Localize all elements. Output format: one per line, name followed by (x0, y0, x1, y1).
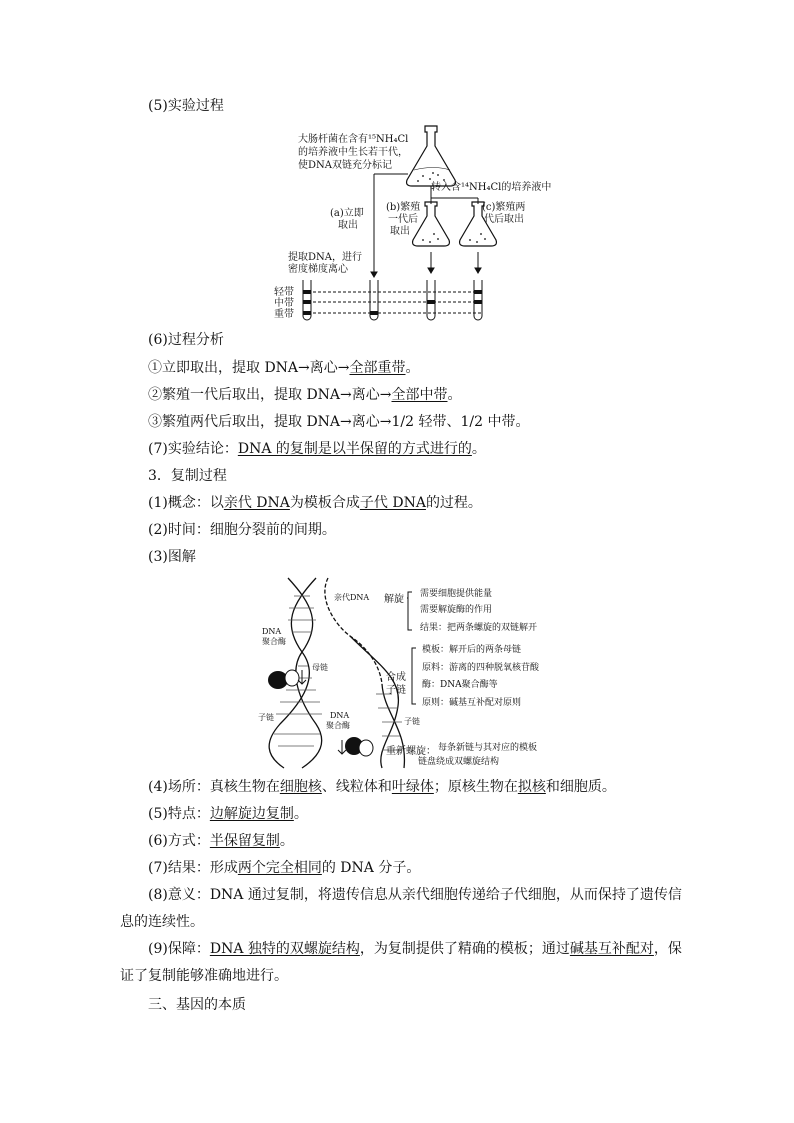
extract-2: 密度梯度离心 (288, 264, 348, 275)
label-b-2: 一代后 (388, 214, 418, 225)
synth-item-4: 原则：碱基互补配对原则 (422, 698, 522, 708)
label-c-1: (c)繁殖两 (482, 202, 526, 213)
band-heavy: 重带 (274, 309, 294, 320)
section-6-title: (6)过程分析 (148, 332, 224, 348)
conclusion: (7)实验结论：DNA 的复制是以半保留的方式进行的。 (148, 441, 486, 457)
synth-item-2: 原料：游离的四种脱氧核苷酸 (422, 663, 540, 673)
synth-label-2: 子链 (386, 685, 406, 696)
time-line: (2)时间：细胞分裂前的间期。 (148, 522, 336, 538)
pol-label-2a: DNA (330, 711, 350, 720)
analysis-2: ②繁殖一代后取出，提取 DNA→离心→全部中带。 (148, 387, 462, 403)
location-line: (4)场所：真核生物在细胞核、线粒体和叶绿体；原核生物在拟核和细胞质。 (148, 779, 616, 795)
label-b-3: 取出 (390, 226, 410, 237)
label-b-1: (b)繁殖 (386, 202, 421, 213)
heading-gene-nature: 三、基因的本质 (148, 997, 246, 1013)
pol-label-1a: DNA (262, 627, 282, 636)
label-c-2: 代后取出 (484, 214, 524, 225)
fig1-desc-3: 使DNA双链充分标记 (298, 160, 392, 171)
rewind-line-1: 每条新链与其对应的模板 (438, 743, 538, 753)
analysis-1: ①立即取出，提取 DNA→离心→全部重带。 (148, 360, 420, 376)
dna-polymerase-icon-2 (345, 737, 373, 756)
synth-item-3: 酶：DNA聚合酶等 (422, 680, 498, 690)
significance-paragraph: (8)意义：DNA 通过复制，将遗传信息从亲代细胞传递给子代细胞，从而保持了遗传信息的连续性。 (120, 887, 682, 930)
child-strand-right: 子链 (404, 717, 420, 726)
pol-label-2b: 聚合酶 (326, 721, 350, 730)
synth-item-1: 模板：解开后的两条母链 (422, 645, 522, 655)
mother-strand-label: 母链 (312, 663, 328, 672)
unwind-item-2: 需要解旋酶的作用 (420, 605, 493, 615)
unwind-item-3: 结果：把两条螺旋的双链解开 (420, 623, 538, 633)
unwind-label: 解旋 (384, 594, 404, 605)
feature-line: (5)特点：边解旋边复制。 (148, 806, 308, 822)
fig1-desc-1: 大肠杆菌在含有¹⁵NH₄Cl (298, 134, 409, 145)
child-strand-left: 子链 (258, 713, 274, 722)
concept-line: (1)概念：以亲代 DNA为模板合成子代 DNA的过程。 (148, 495, 482, 511)
rewind-line-2: 链盘绕成双螺旋结构 (418, 757, 500, 767)
diagram-title: (3)图解 (148, 549, 196, 565)
result-line: (7)结果：形成两个完全相同的 DNA 分子。 (148, 860, 421, 876)
unwind-item-1: 需要细胞提供能量 (420, 589, 493, 599)
experiment-figure (268, 118, 568, 328)
band-light: 轻带 (274, 287, 294, 298)
rewind-label: 重新螺旋： (386, 746, 436, 757)
flask-icon (407, 126, 456, 186)
analysis-3: ③繁殖两代后取出，提取 DNA→离心→1/2 轻带、1/2 中带。 (148, 414, 530, 430)
label-a-2: 取出 (338, 220, 358, 231)
pol-label-1b: 聚合酶 (262, 637, 286, 646)
replication-figure (258, 574, 598, 770)
fig1-desc-2: 的培养液中生长若干代， (298, 147, 408, 158)
synth-label-1: 合成 (386, 672, 406, 683)
section-5-title: (5)实验过程 (148, 98, 224, 114)
guarantee-paragraph: (9)保障：DNA 独特的双螺旋结构，为复制提供了精确的模板；通过碱基互补配对，保证了复制能够准确地进行。 (120, 941, 682, 984)
heading-replication: 3．复制过程 (148, 468, 227, 484)
extract-1: 提取DNA，进行 (288, 252, 362, 263)
dna-polymerase-icon (268, 670, 299, 689)
label-a-1: (a)立即 (330, 208, 364, 219)
band-mid: 中带 (274, 298, 294, 309)
parent-dna-label: 亲代DNA (334, 593, 370, 602)
transfer-label: 转入含¹⁴NH₄Cl的培养液中 (431, 182, 552, 193)
mode-line: (6)方式：半保留复制。 (148, 833, 294, 849)
